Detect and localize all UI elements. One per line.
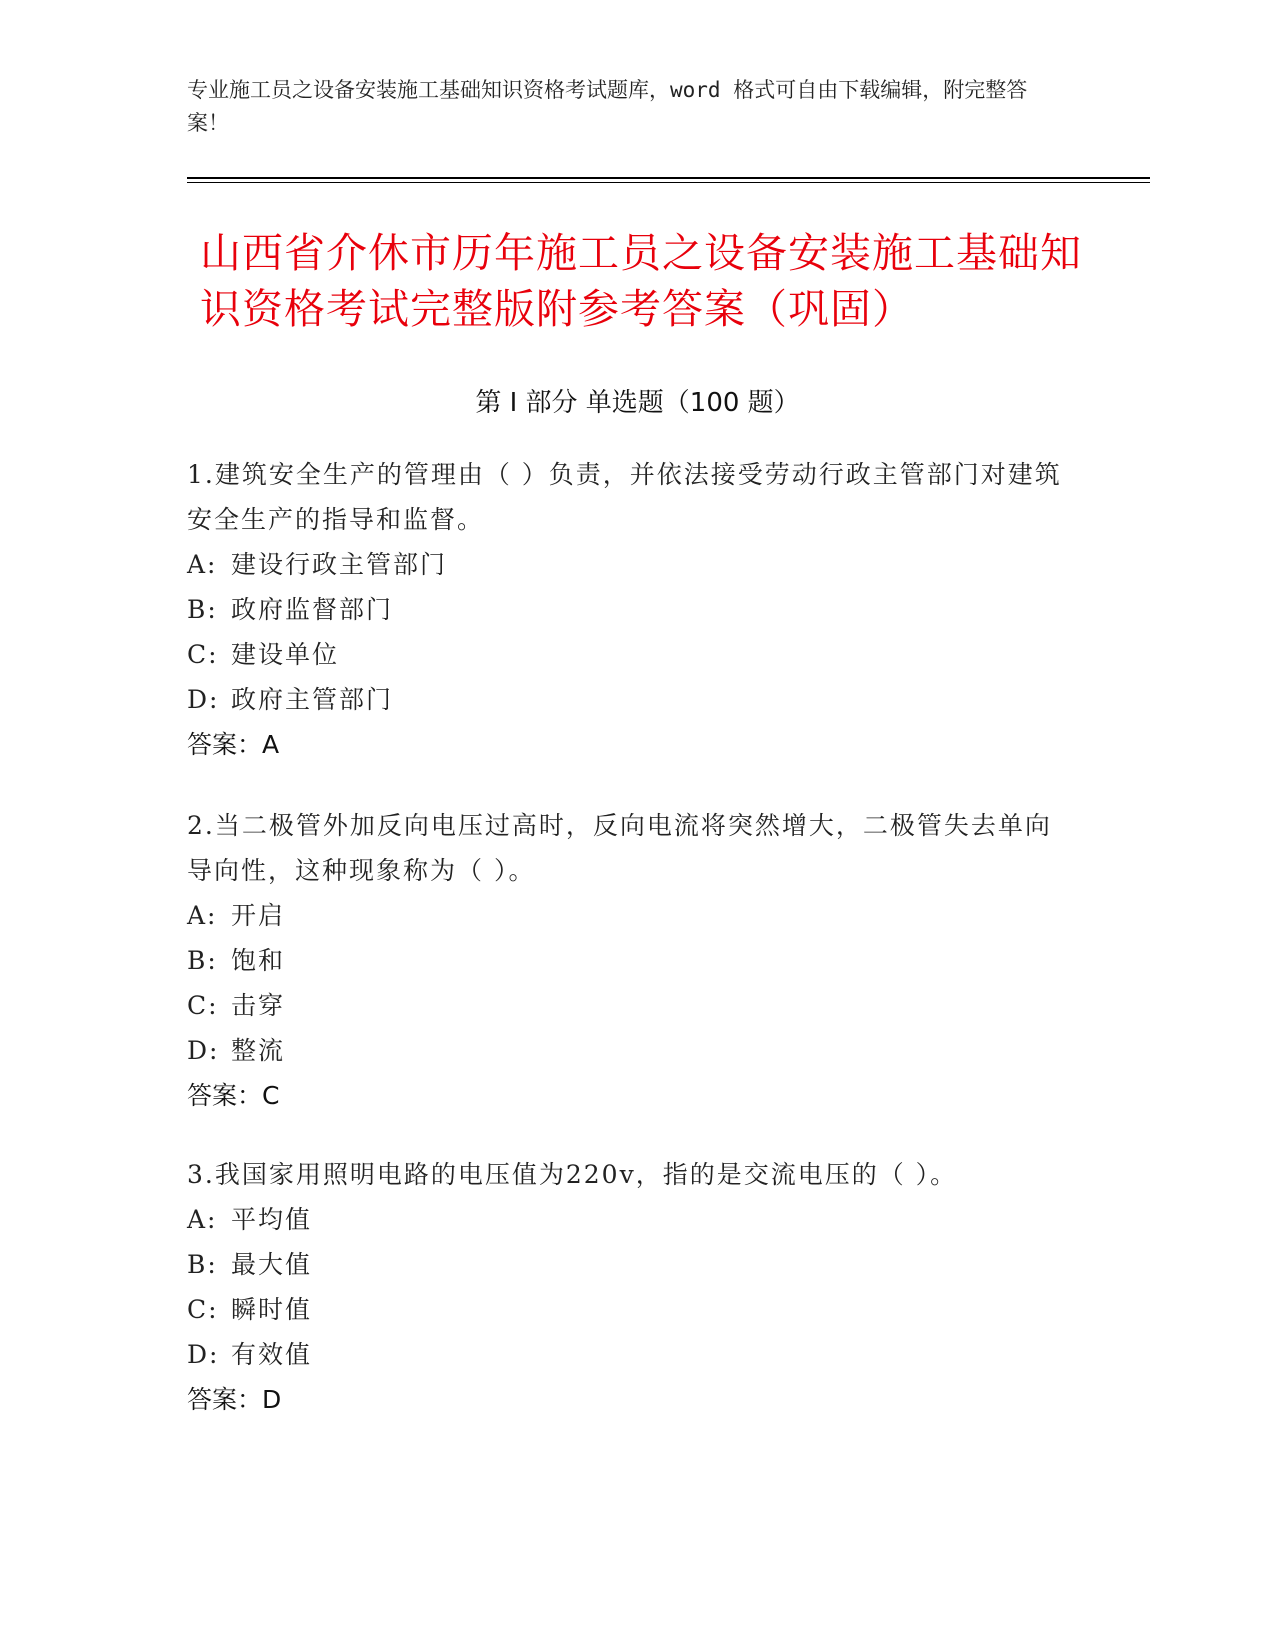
option-text: 建设行政主管部门 <box>231 550 448 579</box>
option-b <box>187 1242 1067 1287</box>
option-key: D: <box>187 1340 220 1369</box>
option-d <box>187 1028 1067 1073</box>
option-text: 建设单位 <box>231 640 340 669</box>
option-text: 政府监督部门 <box>231 595 394 624</box>
document-title: 山西省介休市历年施工员之设备安装施工基础知识资格考试完整版附参考答案（巩固） <box>200 229 1082 333</box>
question-text: 2.当二极管外加反向电压过高时，反向电流将突然增大，二极管失去单向导向性，这种现象称为（ ）。 <box>187 811 1052 885</box>
option-c <box>187 1287 1067 1332</box>
option-text: 饱和 <box>231 946 286 975</box>
option-text: 开启 <box>231 901 286 930</box>
option-key: C: <box>187 640 219 669</box>
option-b <box>187 938 1067 983</box>
option-text: 瞬时值 <box>231 1295 313 1324</box>
option-key: A: <box>187 1205 218 1234</box>
option-c <box>187 983 1067 1028</box>
option-c <box>187 632 1067 677</box>
question-text: 1.建筑安全生产的管理由（ ）负责，并依法接受劳动行政主管部门对建筑安全生产的指导和监督。 <box>187 460 1062 534</box>
header-divider-thick <box>187 177 1150 179</box>
option-text: 击穿 <box>231 991 286 1020</box>
option-key: D: <box>187 1036 220 1065</box>
section-heading: 第 I 部分 单选题（100 题） <box>475 388 800 418</box>
option-a <box>187 893 1067 938</box>
option-a <box>187 1197 1067 1242</box>
header-divider-thin <box>187 182 1150 183</box>
option-d <box>187 677 1067 722</box>
option-key: D: <box>187 685 220 714</box>
option-text: 有效值 <box>231 1340 313 1369</box>
question-2 <box>187 803 1067 1118</box>
option-key: B: <box>187 595 218 624</box>
answer-line: 答案：D <box>187 1385 282 1414</box>
question-3 <box>187 1152 1067 1422</box>
option-key: C: <box>187 991 219 1020</box>
option-key: C: <box>187 1295 219 1324</box>
option-text: 最大值 <box>231 1250 313 1279</box>
option-key: A: <box>187 550 218 579</box>
option-b <box>187 587 1067 632</box>
option-text: 政府主管部门 <box>231 685 394 714</box>
option-d <box>187 1332 1067 1377</box>
option-key: B: <box>187 1250 218 1279</box>
answer-line: 答案：A <box>187 730 280 759</box>
answer-line: 答案：C <box>187 1081 280 1110</box>
option-text: 平均值 <box>231 1205 313 1234</box>
question-text: 3.我国家用照明电路的电压值为220v，指的是交流电压的（ ）。 <box>187 1160 958 1189</box>
option-a <box>187 542 1067 587</box>
header-note: 专业施工员之设备安装施工基础知识资格考试题库，word 格式可自由下载编辑，附完整答案！ <box>187 78 1028 135</box>
option-text: 整流 <box>231 1036 286 1065</box>
option-key: B: <box>187 946 218 975</box>
question-1 <box>187 452 1067 767</box>
option-key: A: <box>187 901 218 930</box>
